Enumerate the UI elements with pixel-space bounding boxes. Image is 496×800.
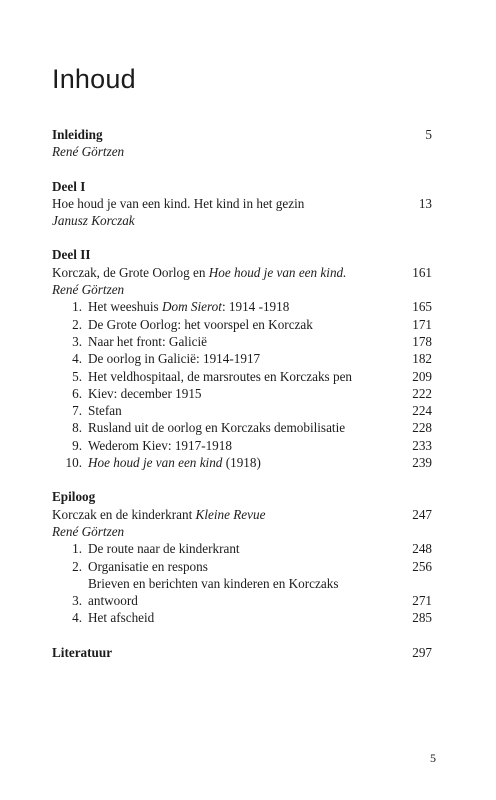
chapter-title-text: Naar het front: Galicië bbox=[88, 333, 207, 349]
entry-title-text: Korczak en de kinderkrant bbox=[52, 506, 196, 522]
chapter-row bbox=[52, 316, 432, 333]
section-heading: Epiloog bbox=[52, 489, 96, 505]
entry-title-italic: Hoe houd je van een kind. bbox=[208, 264, 347, 280]
page-number: 247 bbox=[412, 506, 432, 522]
chapter-title: Organisatie en respons bbox=[88, 558, 208, 574]
chapter-title-italic: Hoe houd je van een kind bbox=[88, 455, 223, 471]
chapter-title bbox=[88, 316, 412, 333]
chapter-title bbox=[88, 368, 412, 385]
chapter-title-italic: Dom Sierot bbox=[161, 299, 222, 315]
page-number: 297 bbox=[412, 644, 432, 660]
chapter-title-text: Het veldhospitaal, de marsroutes en Korczaks pen bbox=[88, 368, 353, 384]
section-deel-2 bbox=[52, 246, 432, 471]
section-heading: Literatuur bbox=[52, 644, 113, 660]
chapter-title-text: Wederom Kiev: 1917-1918 bbox=[88, 437, 232, 453]
page-number: 161 bbox=[412, 264, 432, 280]
page-number: 5 bbox=[425, 127, 432, 142]
chapter-row bbox=[52, 402, 432, 419]
page-title: Inhoud bbox=[52, 64, 136, 94]
chapter-title: Brieven en berichten van kinderen en Korczaks antwoord bbox=[88, 575, 339, 609]
author: René Görtzen bbox=[52, 523, 125, 539]
chapter-title-text: Het weeshuis bbox=[88, 299, 162, 315]
chapter-row bbox=[52, 350, 432, 367]
chapter-number: 2. bbox=[72, 316, 82, 332]
chapter-list bbox=[52, 540, 432, 626]
page-number: 222 bbox=[412, 385, 432, 401]
chapter-number: 8. bbox=[72, 420, 82, 436]
chapter-number: 2. bbox=[72, 558, 82, 574]
chapter-row bbox=[52, 419, 432, 436]
entry-title-italic: Kleine Revue bbox=[195, 506, 266, 522]
chapter-number: 3. bbox=[72, 333, 82, 349]
page-number: 209 bbox=[412, 368, 432, 384]
chapter-row bbox=[52, 333, 432, 350]
chapter-row bbox=[52, 540, 432, 557]
chapter-title-text: Stefan bbox=[88, 403, 122, 419]
chapter-number: 3. bbox=[72, 593, 82, 609]
folio-page-number: 5 bbox=[430, 751, 436, 765]
chapter-number: 4. bbox=[72, 351, 82, 367]
chapter-title: Het afscheid bbox=[88, 610, 155, 626]
author: René Görtzen bbox=[52, 282, 125, 298]
chapter-number: 5. bbox=[72, 368, 82, 384]
section-deel-1 bbox=[52, 178, 432, 230]
table-of-contents bbox=[52, 126, 432, 678]
entry-title-text: Korczak, de Grote Oorlog en bbox=[52, 264, 209, 280]
chapter-number: 4. bbox=[72, 610, 82, 626]
chapter-number: 9. bbox=[72, 437, 82, 453]
page-number: 256 bbox=[412, 558, 432, 574]
page-number: 271 bbox=[412, 593, 432, 609]
page-number: 233 bbox=[412, 437, 432, 453]
chapter-row bbox=[52, 454, 432, 471]
chapter-title-text: De Grote Oorlog: het voorspel en Korczak bbox=[88, 316, 313, 332]
chapter-title bbox=[88, 437, 412, 454]
chapter-title bbox=[88, 454, 412, 471]
chapter-title-text: : 1914 -1918 bbox=[221, 299, 290, 315]
page-number: 171 bbox=[412, 316, 432, 332]
chapter-number: 10. bbox=[65, 455, 82, 471]
page-number: 165 bbox=[412, 299, 432, 315]
page-number: 224 bbox=[412, 403, 432, 419]
page-number: 178 bbox=[412, 333, 432, 349]
chapter-number: 7. bbox=[72, 403, 82, 419]
chapter-row bbox=[52, 298, 432, 315]
chapter-title-text: Kiev: december 1915 bbox=[88, 385, 202, 401]
section-heading: Deel II bbox=[52, 247, 91, 263]
chapter-title-text: De oorlog in Galicië: 1914-1917 bbox=[88, 351, 261, 367]
page-number: 182 bbox=[412, 351, 432, 367]
section-literatuur bbox=[52, 644, 432, 661]
page-number: 13 bbox=[418, 195, 432, 211]
chapter-row bbox=[52, 437, 432, 454]
chapter-row bbox=[52, 558, 432, 575]
chapter-row bbox=[52, 609, 432, 626]
page-number: 239 bbox=[412, 455, 432, 471]
section-heading: Inleiding bbox=[52, 127, 103, 142]
chapter-title bbox=[88, 402, 412, 419]
chapter-title: De route naar de kinderkrant bbox=[88, 541, 240, 557]
chapter-title bbox=[88, 385, 412, 402]
author: René Görtzen bbox=[52, 144, 125, 160]
section-inleiding bbox=[52, 126, 432, 161]
chapter-row bbox=[52, 385, 432, 402]
chapter-number: 6. bbox=[72, 385, 82, 401]
section-epiloog bbox=[52, 488, 432, 626]
chapter-title-text: (1918) bbox=[222, 455, 261, 471]
chapter-title bbox=[88, 419, 412, 436]
page-number: 228 bbox=[412, 420, 432, 436]
chapter-row bbox=[52, 575, 432, 610]
chapter-number: 1. bbox=[72, 299, 82, 315]
chapter-title-text: Rusland uit de oorlog en Korczaks demobilisatie bbox=[88, 420, 346, 436]
section-heading: Deel I bbox=[52, 178, 86, 194]
page-number: 248 bbox=[412, 541, 432, 557]
chapter-list bbox=[52, 298, 432, 471]
page-number: 285 bbox=[412, 610, 432, 626]
entry-title: Hoe houd je van een kind. Het kind in het gezin bbox=[52, 195, 305, 211]
entry-title bbox=[52, 506, 265, 523]
chapter-number: 1. bbox=[72, 541, 82, 557]
author: Janusz Korczak bbox=[52, 213, 135, 229]
chapter-title bbox=[88, 350, 412, 367]
entry-title bbox=[52, 264, 346, 281]
chapter-title bbox=[88, 298, 412, 315]
chapter-row bbox=[52, 368, 432, 385]
chapter-title bbox=[88, 333, 412, 350]
